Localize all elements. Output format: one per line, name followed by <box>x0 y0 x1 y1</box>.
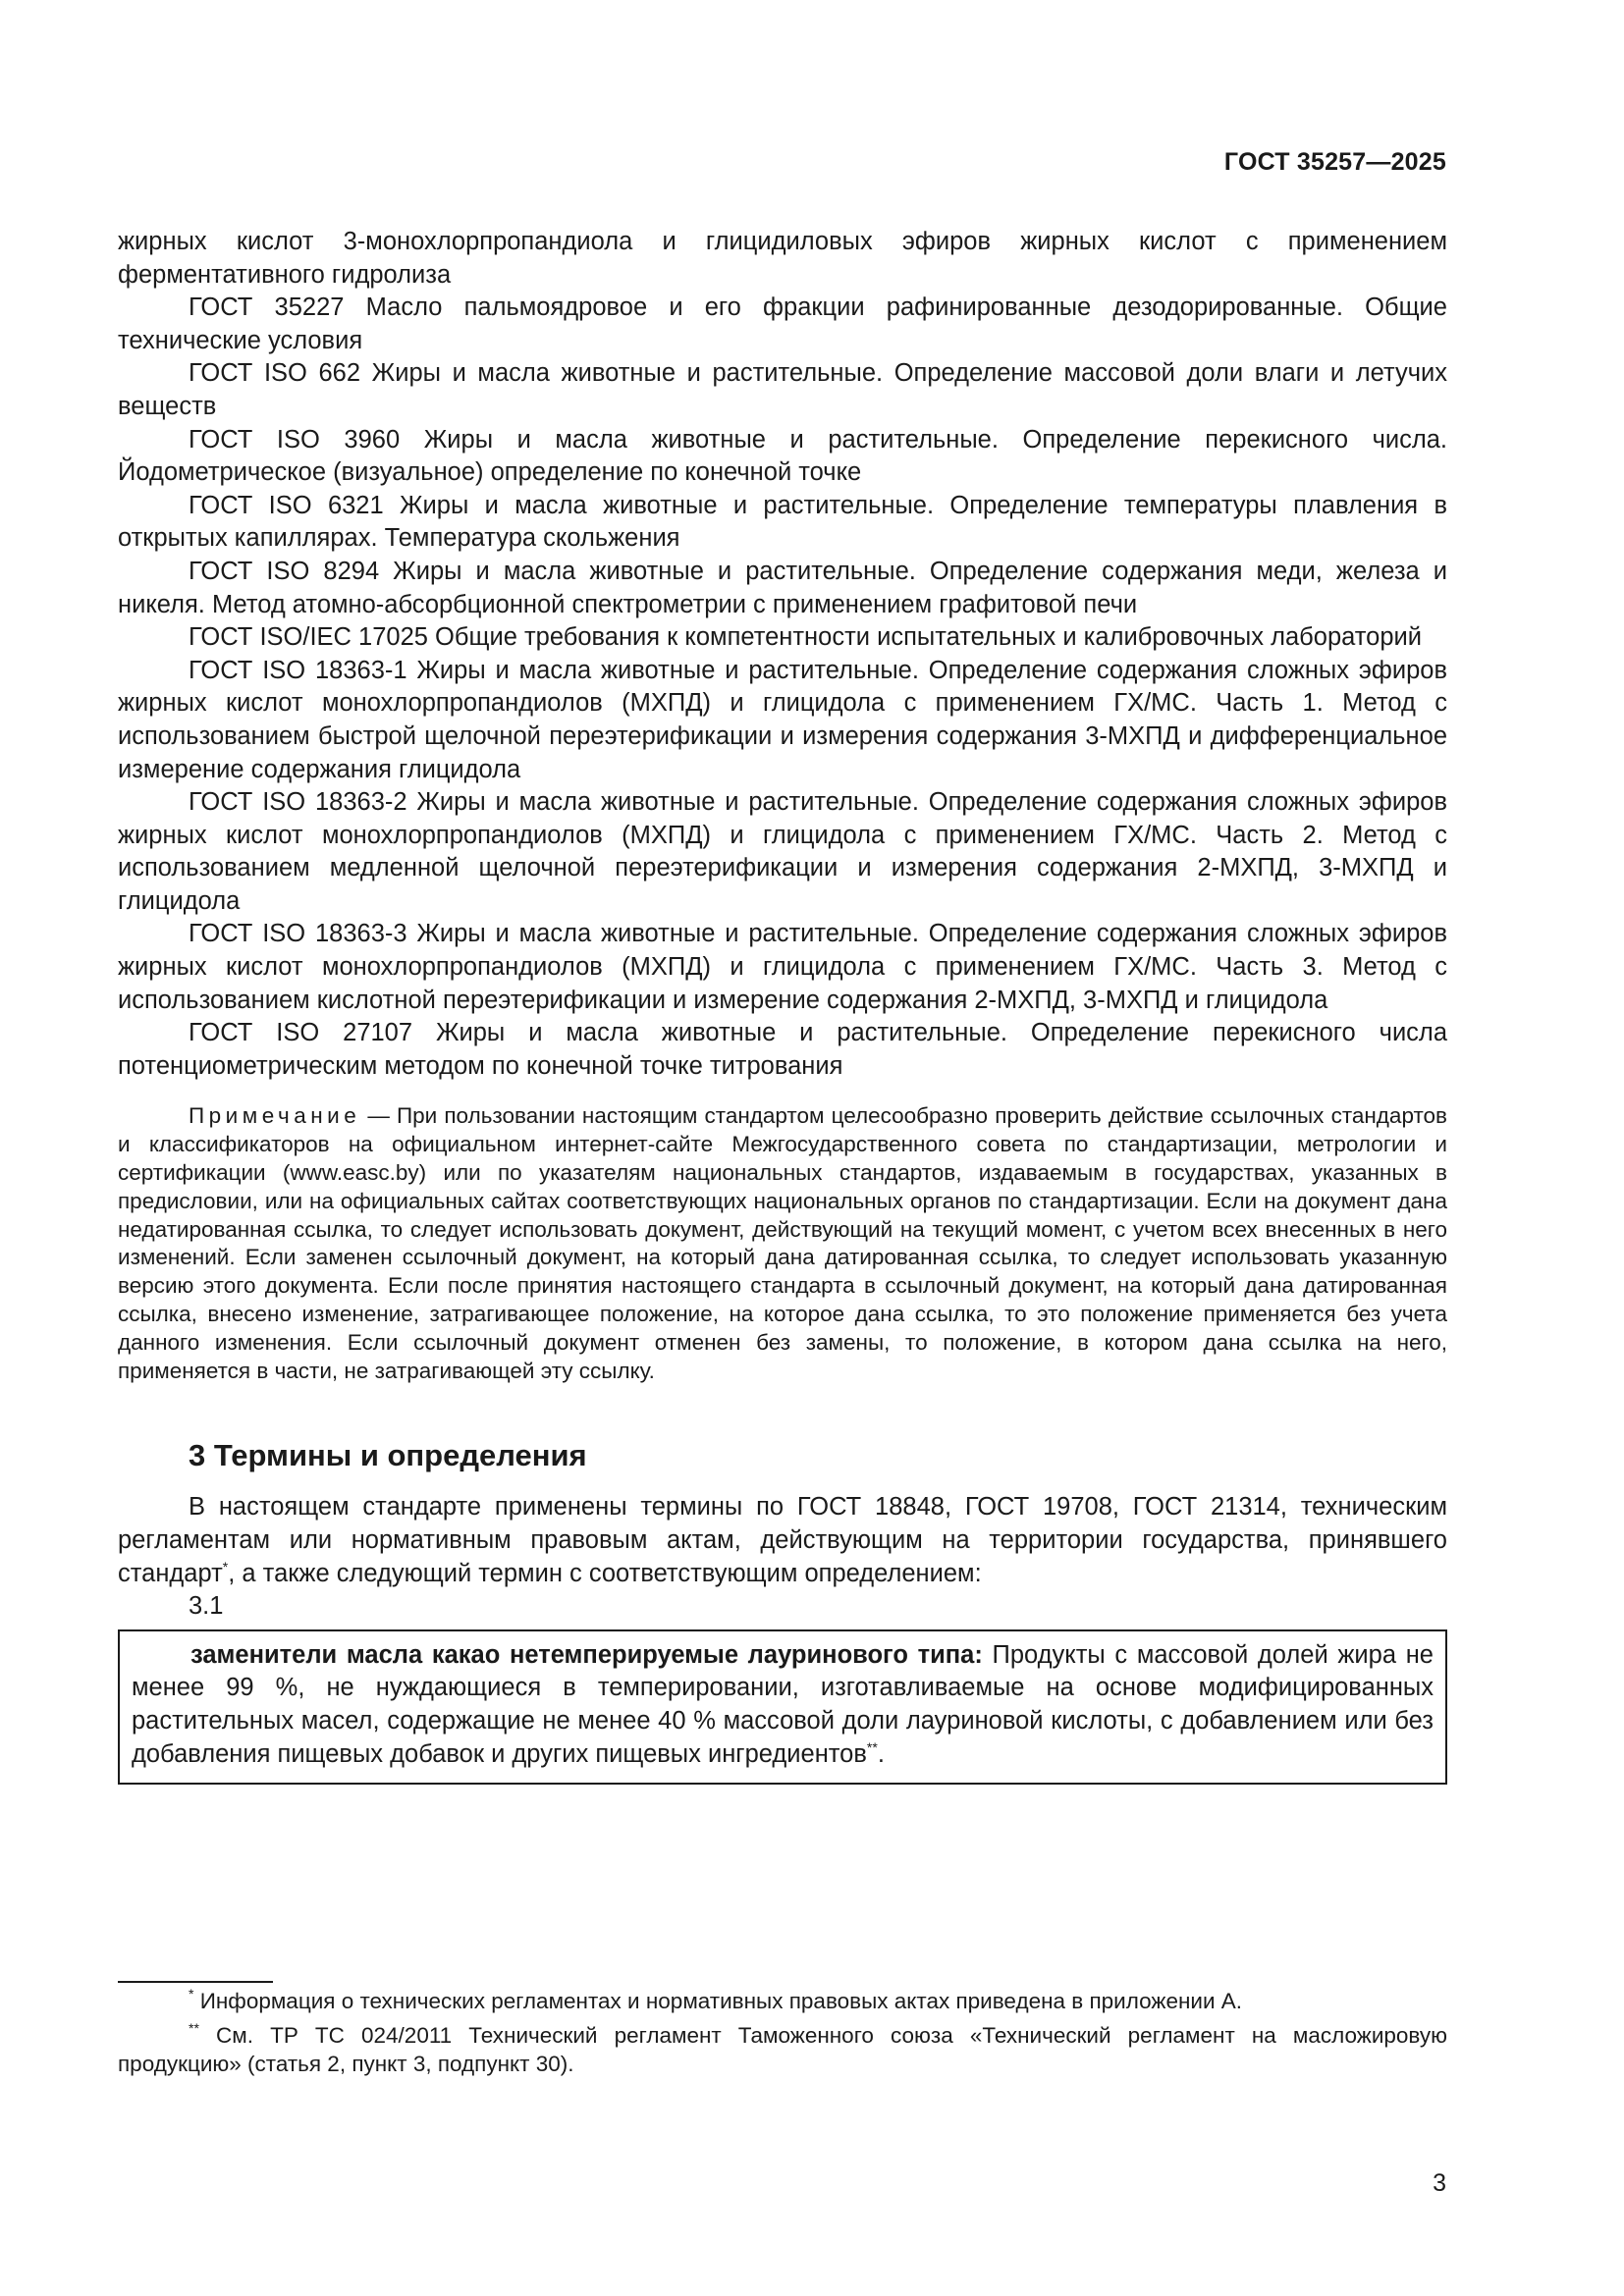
reference-item: ГОСТ ISO 8294 Жиры и масла животные и растительные. Определение содержания меди, железа и никеля. Метод атомно-абсорбционной спектрометрии с применением графитовой печи <box>118 557 1447 618</box>
footnote-divider <box>118 1981 273 1983</box>
term-definition: Продукты с массовой долей жира не менее 99 %, не нуждающиеся в темперировании, изготавливаемые на основе модифицированных растительных масел, содержащие не менее 40 % массовой доли лауриновой кислоты, с добавлением или без добавления пищевых добавок и других пищевых ингредиентов <box>132 1640 1434 1768</box>
section-title: 3 Термины и определения <box>189 1438 587 1473</box>
footnote-text: Информация о технических регламентах и нормативных правовых актах приведена в приложении А. <box>193 1989 1243 2013</box>
reference-item: ГОСТ ISO 662 Жиры и масла животные и растительные. Определение массовой доли влаги и летучих веществ <box>118 359 1447 420</box>
note-block <box>118 1102 1447 1385</box>
note-label: Примечание <box>189 1103 361 1129</box>
reference-item: ГОСТ 35227 Масло пальмоядровое и его фракции рафинированные дезодорированные. Общие технические условия <box>118 294 1447 354</box>
footnote-item <box>118 2021 1447 2078</box>
footnote-item <box>118 1987 1447 2015</box>
footnotes <box>118 1987 1447 2084</box>
term-end: . <box>877 1739 885 1768</box>
reference-item: ГОСТ ISO 6321 Жиры и масла животные и растительные. Определение температуры плавления в открытых капиллярах. Температура скольжения <box>118 491 1447 553</box>
page-content <box>118 226 1447 1785</box>
term-definition-box <box>118 1629 1447 1785</box>
reference-item: ГОСТ ISO 18363-3 Жиры и масла животные и растительные. Определение содержания сложных эфиров жирных кислот монохлорпропандиолов (МХПД) и глицидола с применением ГХ/МС. Часть 3. Метод с использованием кислотной переэтерификации и измерение содержания 2-МХПД, 3-МХПД и глицидола <box>118 920 1447 1014</box>
footnote-ref-2: ** <box>866 1738 878 1755</box>
footnote-text: См. ТР ТС 024/2011 Технический регламент Таможенного союза «Технический регламент на масложировую продукцию» (статья 2, пункт 3, подпункт 30). <box>118 2023 1447 2076</box>
section-intro <box>118 1491 1447 1590</box>
section-intro-text: В настоящем стандарте применены термины по ГОСТ 18848, ГОСТ 19708, ГОСТ 21314, техническим регламентам или нормативным правовым актам, действующим на территории государства, принявшего стандарт <box>118 1493 1447 1587</box>
footnote-ref-1: * <box>222 1558 229 1575</box>
footnote-mark: * <box>189 1986 194 2002</box>
footnote-mark: ** <box>189 2020 199 2036</box>
term-number: 3.1 <box>189 1592 224 1621</box>
section-intro-text-end: , а также следующий термин с соответствующим определением: <box>228 1559 982 1587</box>
page-number: 3 <box>1433 2169 1446 2197</box>
note-text: — При пользовании настоящим стандартом целесообразно проверить действие ссылочных стандартов и классификаторов на официальном интернет-сайте Межгосударственного совета по стандартизации, метрологии и сертификации (www.easc.by) или по указателям национальных стандартов, издаваемым в государствах, указанных в предисловии, или на официальных сайтах соответствующих национальных органов по стандартизации. Если на документ дана недатированная ссылка, то следует использовать документ, действующий на текущий момент, с учетом всех внесенных в него изменений. Если заменен ссылочный документ, на который дана датированная ссылка, то следует использовать указанную версию этого документа. Если после принятия настоящего стандарта в ссылочный документ, на который дана датированная ссылка, внесено изменение, затрагивающее положение, на которое дана ссылка, то это положение применяется без учета данного изменения. Если ссылочный документ отменен без замены, то положение, в котором дана ссылка на него, применяется в части, не затрагивающей эту ссылку. <box>118 1103 1447 1383</box>
reference-item: ГОСТ ISO 18363-1 Жиры и масла животные и растительные. Определение содержания сложных эфиров жирных кислот монохлорпропандиолов (МХПД) и глицидола с применением ГХ/МС. Часть 1. Метод с использованием быстрой щелочной переэтерификации и измерения содержания 3-МХПД и дифференциальное измерение содержания глицидола <box>118 656 1447 783</box>
page-header-standard-id: ГОСТ 35257—2025 <box>1223 148 1446 176</box>
reference-item: ГОСТ ISO 27107 Жиры и масла животные и растительные. Определение перекисного числа потенциометрическим методом по конечной точке титрования <box>118 1019 1447 1080</box>
reference-item: ГОСТ ISO 18363-2 Жиры и масла животные и растительные. Определение содержания сложных эфиров жирных кислот монохлорпропандиолов (МХПД) и глицидола с применением ГХ/МС. Часть 2. Метод с использованием медленной щелочной переэтерификации и измерения содержания 2-МХПД, 3-МХПД и глицидола <box>118 788 1447 915</box>
reference-item: ГОСТ ISO 3960 Жиры и масла животные и растительные. Определение перекисного числа. Йодометрическое (визуальное) определение по конечной точке <box>118 425 1447 487</box>
reference-item: ГОСТ ISO/IEC 17025 Общие требования к компетентности испытательных и калибровочных лабораторий <box>189 623 1422 652</box>
reference-continuation: жирных кислот 3-монохлорпропандиола и глицидиловых эфиров жирных кислот с применением ферментативного гидролиза <box>118 228 1447 289</box>
term-title: заменители масла какао нетемперируемые лауринового типа: <box>190 1640 983 1669</box>
